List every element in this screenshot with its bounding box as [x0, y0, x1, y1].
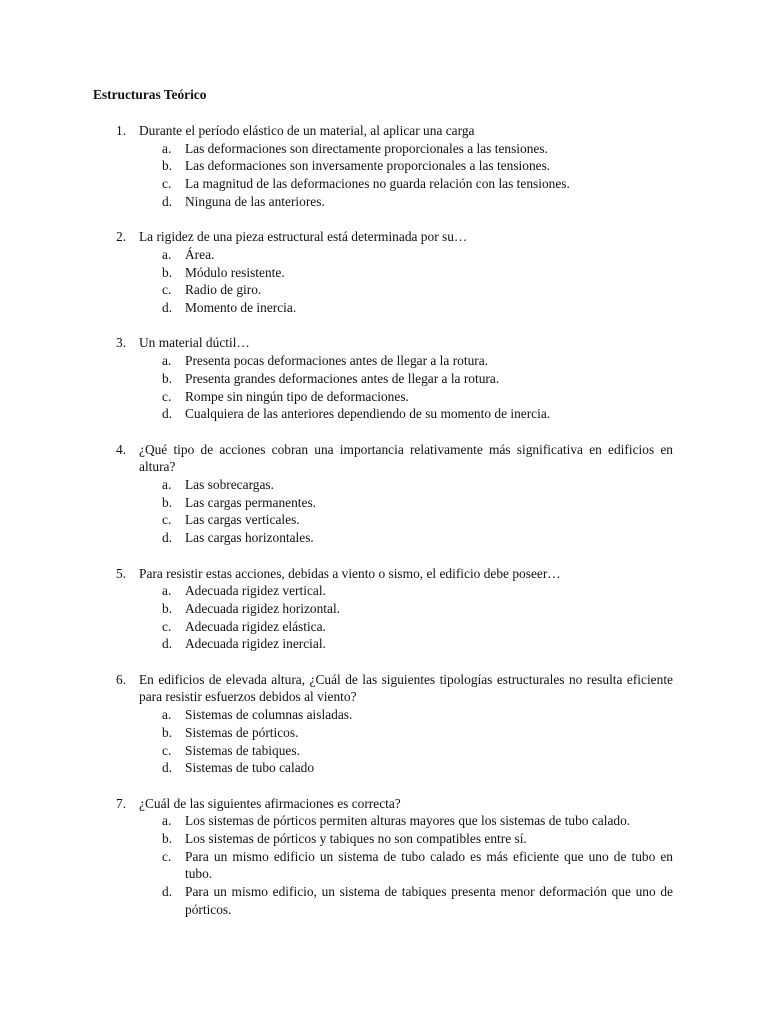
- option-letter: d.: [162, 406, 173, 422]
- option-text: Sistemas de columnas aisladas.: [185, 707, 353, 723]
- option-text: Para un mismo edificio un sistema de tubo calado es más eficiente que uno de tubo en tubo.: [185, 848, 673, 882]
- option-letter: a.: [162, 813, 172, 829]
- question-1: [93, 122, 673, 211]
- question-5: [93, 565, 673, 654]
- option-text: Rompe sin ningún tipo de deformaciones.: [185, 388, 409, 404]
- question-6: [93, 671, 673, 777]
- option-text: Presenta pocas deformaciones antes de llegar a la rotura.: [185, 353, 489, 369]
- option-letter: a.: [162, 477, 172, 493]
- option-text: Radio de giro.: [185, 282, 262, 298]
- option-c: [93, 388, 673, 406]
- option-text: Para un mismo edificio, un sistema de tabiques presenta menor deformación que uno de pórticos.: [185, 884, 673, 917]
- option-letter: a.: [162, 246, 172, 262]
- document-title: Estructuras Teórico: [93, 87, 207, 102]
- option-b: [93, 724, 673, 742]
- option-d: [93, 759, 673, 777]
- option-text: Sistemas de tabiques.: [185, 742, 300, 758]
- option-letter: d.: [162, 530, 173, 546]
- question-number: 6.: [116, 671, 127, 687]
- question-7: [93, 795, 673, 919]
- option-text: Las deformaciones son directamente proporcionales a las tensiones.: [185, 140, 548, 156]
- option-text: Ninguna de las anteriores.: [185, 193, 325, 209]
- question-4: [93, 441, 673, 547]
- option-a: [93, 706, 673, 724]
- option-d: [93, 405, 673, 423]
- option-letter: b.: [162, 600, 173, 616]
- option-text: Adecuada rigidez horizontal.: [185, 600, 341, 616]
- option-c: [93, 848, 673, 883]
- option-letter: a.: [162, 707, 172, 723]
- option-text: Módulo resistente.: [185, 264, 285, 280]
- question-text: Un material dúctil…: [139, 335, 250, 351]
- question-number: 2.: [116, 229, 127, 245]
- option-text: Sistemas de tubo calado: [185, 760, 315, 776]
- option-text: Las cargas verticales.: [185, 512, 300, 528]
- option-letter: a.: [162, 353, 172, 369]
- option-d: [93, 299, 673, 317]
- option-list: [93, 812, 673, 918]
- option-letter: d.: [162, 193, 173, 209]
- option-list: [93, 582, 673, 653]
- option-text: Cualquiera de las anteriores dependiendo de su momento de inercia.: [185, 406, 551, 422]
- option-c: [93, 618, 673, 636]
- document-page: [93, 86, 673, 936]
- question-number: 7.: [116, 795, 127, 811]
- question-text: Para resistir estas acciones, debidas a viento o sismo, el edificio debe poseer…: [139, 565, 561, 581]
- question-text: ¿Qué tipo de acciones cobran una importancia relativamente más significativa en edificios en altura?: [139, 441, 673, 475]
- option-text: Momento de inercia.: [185, 300, 297, 316]
- option-a: [93, 352, 673, 370]
- option-c: [93, 742, 673, 760]
- option-letter: c.: [162, 742, 172, 758]
- question-number: 3.: [116, 335, 127, 351]
- option-b: [93, 830, 673, 848]
- option-text: La magnitud de las deformaciones no guarda relación con las tensiones.: [185, 176, 570, 192]
- option-letter: b.: [162, 831, 173, 847]
- option-letter: c.: [162, 848, 172, 864]
- option-letter: b.: [162, 158, 173, 174]
- option-letter: d.: [162, 884, 173, 900]
- option-d: [93, 635, 673, 653]
- option-letter: b.: [162, 724, 173, 740]
- option-b: [93, 494, 673, 512]
- option-letter: c.: [162, 388, 172, 404]
- option-d: [93, 529, 673, 547]
- option-letter: a.: [162, 140, 172, 156]
- option-d: [93, 193, 673, 211]
- question-text: Durante el período elástico de un material, al aplicar una carga: [139, 123, 475, 138]
- option-letter: d.: [162, 636, 173, 652]
- question-2: [93, 228, 673, 317]
- option-a: [93, 246, 673, 264]
- option-a: [93, 812, 673, 830]
- option-text: Las deformaciones son inversamente proporcionales a las tensiones.: [185, 158, 551, 174]
- option-text: Adecuada rigidez elástica.: [185, 618, 326, 634]
- question-text: ¿Cuál de las siguientes afirmaciones es correcta?: [139, 795, 401, 811]
- option-b: [93, 370, 673, 388]
- option-list: [93, 476, 673, 547]
- question-text: La rigidez de una pieza estructural está determinada por su…: [139, 229, 468, 245]
- option-b: [93, 264, 673, 282]
- question-number: 4.: [116, 441, 127, 457]
- option-b: [93, 600, 673, 618]
- option-text: Área.: [185, 246, 215, 262]
- option-text: Las sobrecargas.: [185, 477, 274, 493]
- option-letter: b.: [162, 264, 173, 280]
- option-letter: b.: [162, 370, 173, 386]
- option-letter: c.: [162, 618, 172, 634]
- option-a: [93, 476, 673, 494]
- option-list: [93, 352, 673, 423]
- option-text: Adecuada rigidez inercial.: [185, 636, 326, 652]
- question-number: 5.: [116, 565, 127, 581]
- option-text: Los sistemas de pórticos y tabiques no son compatibles entre sí.: [185, 831, 527, 847]
- option-letter: c.: [162, 176, 172, 192]
- option-letter: b.: [162, 494, 173, 510]
- option-letter: d.: [162, 300, 173, 316]
- option-a: [93, 140, 673, 158]
- option-text: Sistemas de pórticos.: [185, 724, 299, 740]
- option-b: [93, 157, 673, 175]
- option-c: [93, 281, 673, 299]
- question-list: [93, 122, 673, 919]
- option-a: [93, 582, 673, 600]
- option-text: Las cargas horizontales.: [185, 530, 314, 546]
- option-letter: d.: [162, 760, 173, 776]
- option-letter: c.: [162, 512, 172, 528]
- option-text: Los sistemas de pórticos permiten alturas mayores que los sistemas de tubo calado.: [185, 813, 631, 829]
- option-text: Presenta grandes deformaciones antes de llegar a la rotura.: [185, 370, 500, 386]
- option-list: [93, 246, 673, 317]
- option-list: [93, 706, 673, 777]
- question-3: [93, 334, 673, 423]
- question-number: 1.: [116, 123, 127, 138]
- option-text: Las cargas permanentes.: [185, 494, 316, 510]
- option-c: [93, 175, 673, 193]
- question-text: En edificios de elevada altura, ¿Cuál de las siguientes tipologías estructurales no resulta eficiente para resistir esfuerzos debidos al viento?: [139, 671, 673, 705]
- option-c: [93, 511, 673, 529]
- option-letter: c.: [162, 282, 172, 298]
- option-letter: a.: [162, 583, 172, 599]
- option-text: Adecuada rigidez vertical.: [185, 583, 326, 599]
- option-list: [93, 140, 673, 211]
- option-d: [93, 883, 673, 918]
